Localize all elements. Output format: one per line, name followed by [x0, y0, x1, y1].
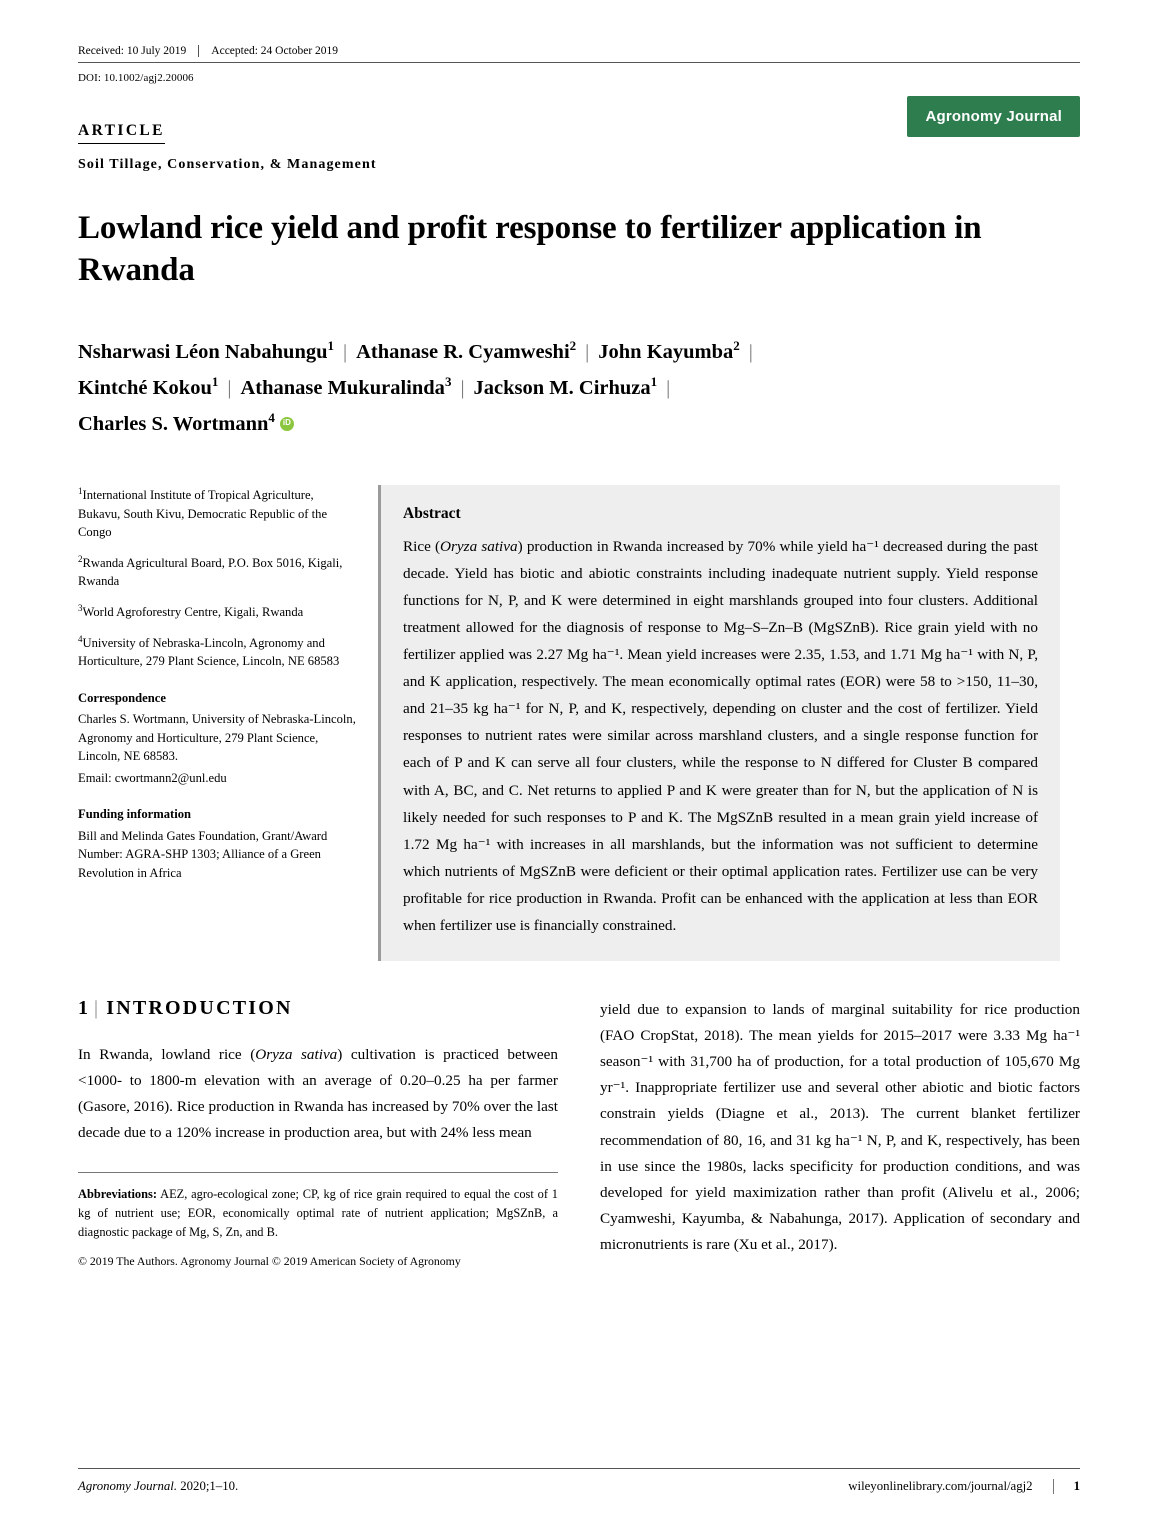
author — [78, 410, 275, 436]
funding-text: Bill and Melinda Gates Foundation, Grant/Award Number: AGRA-SHP 1303; Alliance of a Green Revolution in Africa — [78, 828, 328, 880]
orcid-icon[interactable] — [280, 417, 294, 431]
footer-journal-name: Agronomy Journal. — [78, 1479, 178, 1493]
doi: DOI: 10.1002/agj2.20006 — [78, 72, 194, 84]
correspondence-email[interactable]: Email: cwortmann2@unl.edu — [78, 770, 227, 785]
abbreviations-label: Abbreviations: — [78, 1187, 157, 1202]
correspondence-heading: Correspondence — [78, 690, 166, 705]
page-title: Lowland rice yield and profit response to fertilizer application in Rwanda — [78, 210, 982, 289]
section-heading-introduction — [78, 997, 558, 1020]
affiliation — [78, 602, 358, 622]
intro-paragraph-right: yield due to expansion to lands of marginal suitability for rice production (FAO CropStat, 2018). The mean yields for 2015–2017 were 3.33 Mg ha⁻¹ season⁻¹ with 31,700 ha of production, for a total production of 105,670 Mg yr⁻¹. Inappropriate fertilizer use and several other abiotic and biotic factors constrain yields (Diagne et al., 2013). The current blanket fertilizer recommendation of 80, 16, and 31 kg ha⁻¹ N, P, and K, respectively, has been in use since the 1980s, lacks specificity for production conditions, and was developed for yield maximization rather than profit (Alivelu et al., 2006; Cyamweshi, Kayumba, & Nabahunga, 2017). Application of secondary and micronutrients is rare (Xu et al., 2017). — [600, 1000, 1080, 1254]
funding-heading: Funding information — [78, 807, 192, 822]
received-date: Received: 10 July 2019 — [78, 45, 187, 57]
affiliation — [78, 633, 358, 671]
author — [78, 338, 334, 364]
introduction-columns — [78, 997, 1080, 1269]
author — [356, 338, 577, 364]
affiliation-marker: 4 — [78, 633, 83, 644]
affiliation-text: International Institute of Tropical Agriculture, Bukavu, South Kivu, Democratic Republic of the Congo — [78, 488, 328, 540]
article-type-label: ARTICLE — [78, 122, 165, 144]
author-name: Athanase R. Cyamweshi — [356, 341, 570, 364]
author-separator: | — [748, 341, 753, 364]
author-separator: | — [227, 377, 232, 400]
left-column — [78, 997, 558, 1269]
abbreviations-footnote — [78, 1172, 558, 1241]
affiliation-marker: 1 — [78, 486, 83, 497]
journal-section-label: Soil Tillage, Conservation, & Management — [78, 157, 377, 172]
affiliation-text: World Agroforestry Centre, Kigali, Rwanda — [82, 605, 304, 620]
abstract-text: Rice (Oryza sativa) production in Rwanda increased by 70% while yield ha⁻¹ decreased during the past decade. Yield has biotic and abiotic constraints including inadequate nutrient supply. Yield response functions for N, P, and K were determined in eight marshlands grouped into four clusters. Additional treatment allowed for the diagnosis of response to Mg–S–Zn–B (MgSZnB). Rice grain yield with no fertilizer applied was 2.27 Mg ha⁻¹. Mean yield increases were 2.35, 1.53, and 1.71 Mg ha⁻¹ with N, P, and K application, respectively. The mean economically optimal rates (EOR) were 58 to >150, 11–30, and 21–35 kg ha⁻¹ for N, P, and K, respectively, depending on cluster and the cost of fertilizer. Yield responses to nutrient rates were similar across marshland clusters, and a single response function for each of P and K can serve all four clusters, while the response to N differed for Cluster B compared with A, BC, and C. Net returns to applied P and K were greater than for N, but the application of N is likely needed for such responses to P and K. The MgSZnB resulted in a mean grain yield increase of 1.72 Mg ha⁻¹ with increases in all marshlands, but the information was not sufficient to determine which nutrients of MgSZnB were deficient or their optimal application rates. Fertilizer use can be very profitable for rice production in Rwanda. Profit can be enhanced with the application at less than EOR when fertilizer use is financially constrained. — [403, 538, 1038, 934]
author-name: John Kayumba — [598, 341, 734, 364]
section-divider: | — [94, 996, 101, 1019]
copyright-notice: © 2019 The Authors. Agronomy Journal © 2019 American Society of Agronomy — [78, 1254, 461, 1269]
author-affil-marker: 1 — [327, 338, 334, 354]
footer-right — [848, 1479, 1080, 1494]
affiliation-text: Rwanda Agricultural Board, P.O. Box 5016, Kigali, Rwanda — [78, 555, 343, 589]
author — [598, 338, 740, 364]
correspondence-text: Charles S. Wortmann, University of Nebraska-Lincoln, Agronomy and Horticulture, 279 Plant Science, Lincoln, NE 68583. — [78, 712, 356, 764]
abstract-box — [378, 485, 1060, 961]
author-separator: | — [460, 377, 465, 400]
section-number: 1 — [78, 996, 88, 1019]
author-name: Nsharwasi Léon Nabahungu — [78, 341, 328, 364]
author-separator: | — [666, 377, 671, 400]
footer-url[interactable]: wileyonlinelibrary.com/journal/agj2 — [848, 1479, 1033, 1493]
affiliation-marker: 2 — [78, 553, 83, 564]
page-footer — [78, 1468, 1080, 1494]
received-accepted-row — [78, 45, 1080, 63]
accepted-date: Accepted: 24 October 2019 — [198, 45, 350, 57]
journal-badge: Agronomy Journal — [907, 96, 1080, 137]
footer-citation-detail: 2020;1–10. — [180, 1479, 239, 1493]
author-name: Athanase Mukuralinda — [240, 377, 445, 400]
footer-page-number: 1 — [1053, 1479, 1080, 1494]
affiliation-text: University of Nebraska-Lincoln, Agronomy and Horticulture, 279 Plant Science, Lincoln, NE 68583 — [78, 635, 340, 669]
author-name: Kintché Kokou — [78, 377, 212, 400]
abbreviations-text: AEZ, agro-ecological zone; CP, kg of rice grain required to equal the cost of 1 kg of nutrient use; EOR, economically optimal rate of nutrient application; MgSZnB, a diagnostic package of Mg, S, Zn, and B. — [78, 1187, 558, 1239]
author-affil-marker: 4 — [268, 410, 275, 426]
section-title: INTRODUCTION — [106, 996, 293, 1019]
author — [240, 374, 452, 400]
author-separator: | — [585, 341, 590, 364]
intro-paragraph-left: In Rwanda, lowland rice (Oryza sativa) cultivation is practiced between <1000- to 1800-m elevation with an average of 0.20–0.25 ha per farmer (Gasore, 2016). Rice production in Rwanda has increased by 70% over the last decade due to a 120% increase in production area, but with 24% less mean — [78, 1045, 558, 1142]
author-name: Charles S. Wortmann — [78, 413, 269, 436]
author-affil-marker: 1 — [211, 374, 219, 390]
affiliations-and-abstract — [78, 485, 1080, 961]
author — [473, 374, 658, 400]
right-column — [600, 997, 1080, 1269]
affiliation — [78, 485, 358, 542]
affiliations-column — [78, 485, 378, 893]
author — [78, 374, 219, 400]
author-affil-marker: 1 — [650, 374, 658, 390]
author-affil-marker: 2 — [569, 338, 577, 354]
author-separator: | — [343, 341, 348, 364]
author-affil-marker: 3 — [444, 374, 452, 390]
affiliation-marker: 3 — [78, 602, 83, 613]
footer-citation — [78, 1479, 238, 1494]
author-affil-marker: 2 — [733, 338, 740, 354]
affiliation — [78, 553, 358, 591]
author-name: Jackson M. Cirhuza — [473, 377, 651, 400]
abstract-heading: Abstract — [403, 505, 461, 523]
author-list — [78, 335, 1080, 443]
